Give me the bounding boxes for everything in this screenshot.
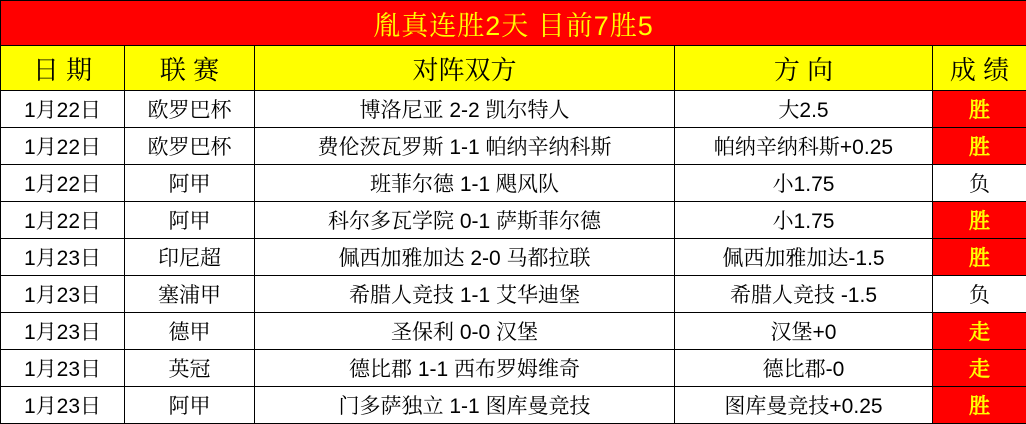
cell-date: 1月22日: [1, 202, 125, 239]
table-row: [1, 313, 1026, 350]
cell-direction: 图库曼竞技+0.25: [675, 387, 933, 424]
cell-match: 德比郡 1-1 西布罗姆维奇: [255, 350, 675, 387]
cell-date: 1月23日: [1, 239, 125, 276]
cell-match: 博洛尼亚 2-2 凯尔特人: [255, 91, 675, 128]
table-row: [1, 276, 1026, 313]
cell-direction: 希腊人竞技 -1.5: [675, 276, 933, 313]
cell-match: 班菲尔德 1-1 飓风队: [255, 165, 675, 202]
cell-match: 门多萨独立 1-1 图库曼竞技: [255, 387, 675, 424]
cell-result: 胜: [933, 91, 1026, 128]
cell-league: 阿甲: [125, 387, 255, 424]
cell-result: 走: [933, 350, 1026, 387]
table-row: [1, 239, 1026, 276]
cell-date: 1月22日: [1, 165, 125, 202]
cell-match: 希腊人竞技 1-1 艾华迪堡: [255, 276, 675, 313]
cell-direction: 大2.5: [675, 91, 933, 128]
cell-result: 走: [933, 313, 1026, 350]
cell-league: 阿甲: [125, 165, 255, 202]
table-row: [1, 387, 1026, 424]
table-row: [1, 128, 1026, 165]
cell-date: 1月23日: [1, 350, 125, 387]
cell-match: 费伦茨瓦罗斯 1-1 帕纳辛纳科斯: [255, 128, 675, 165]
cell-direction: 小1.75: [675, 165, 933, 202]
cell-direction: 小1.75: [675, 202, 933, 239]
table-row: [1, 202, 1026, 239]
cell-match: 科尔多瓦学院 0-1 萨斯菲尔德: [255, 202, 675, 239]
cell-league: 阿甲: [125, 202, 255, 239]
cell-result: 负: [933, 276, 1026, 313]
cell-match: 佩西加雅加达 2-0 马都拉联: [255, 239, 675, 276]
cell-result: 胜: [933, 387, 1026, 424]
cell-date: 1月22日: [1, 128, 125, 165]
cell-date: 1月23日: [1, 276, 125, 313]
cell-direction: 佩西加雅加达-1.5: [675, 239, 933, 276]
cell-league: 塞浦甲: [125, 276, 255, 313]
cell-result: 负: [933, 165, 1026, 202]
cell-league: 欧罗巴杯: [125, 128, 255, 165]
table-row: [1, 350, 1026, 387]
header-row: [1, 46, 1026, 91]
page-title: 胤真连胜2天 目前7胜5: [1, 1, 1026, 46]
cell-league: 英冠: [125, 350, 255, 387]
cell-date: 1月22日: [1, 91, 125, 128]
cell-direction: 汉堡+0: [675, 313, 933, 350]
cell-result: 胜: [933, 239, 1026, 276]
column-header-match: 对阵双方: [255, 46, 675, 91]
cell-result: 胜: [933, 128, 1026, 165]
cell-league: 德甲: [125, 313, 255, 350]
column-header-result: 成 绩: [933, 46, 1026, 91]
column-header-direction: 方 向: [675, 46, 933, 91]
table-row: [1, 91, 1026, 128]
cell-date: 1月23日: [1, 313, 125, 350]
cell-direction: 帕纳辛纳科斯+0.25: [675, 128, 933, 165]
cell-match: 圣保利 0-0 汉堡: [255, 313, 675, 350]
cell-league: 欧罗巴杯: [125, 91, 255, 128]
cell-result: 胜: [933, 202, 1026, 239]
cell-date: 1月23日: [1, 387, 125, 424]
cell-league: 印尼超: [125, 239, 255, 276]
column-header-league: 联 赛: [125, 46, 255, 91]
cell-direction: 德比郡-0: [675, 350, 933, 387]
table-row: [1, 165, 1026, 202]
title-row: [1, 1, 1026, 46]
column-header-date: 日 期: [1, 46, 125, 91]
